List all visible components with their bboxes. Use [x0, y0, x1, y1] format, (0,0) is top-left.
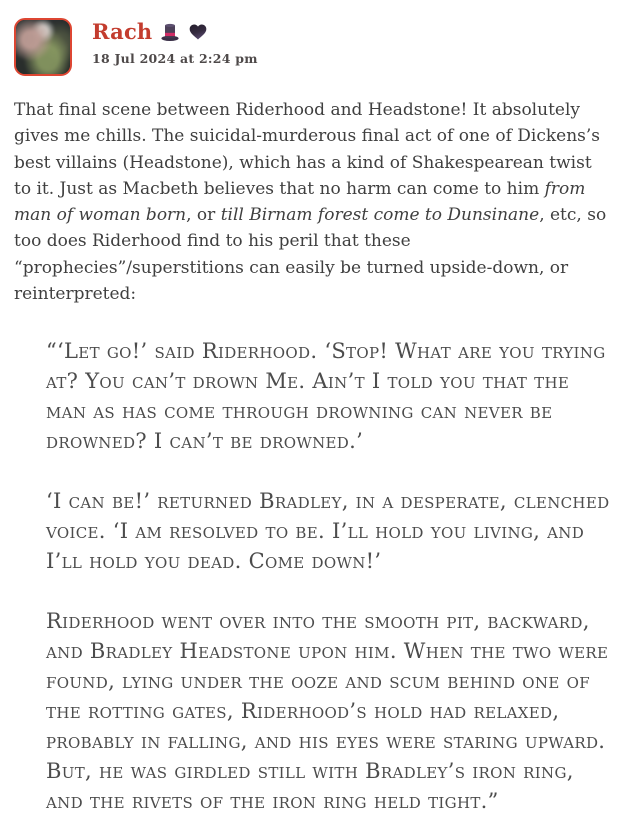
comment-body — [14, 97, 613, 816]
quote-block — [46, 336, 613, 816]
dark-heart-emoji-icon — [188, 22, 208, 42]
text-segment-italic: till Birnam forest come to Dunsinane — [220, 205, 540, 226]
quote-paragraph-3: Riderhood went over into the smooth pit, backward, and Bradley Headstone upon him. When the two were found, lying under the ooze and scum behind one of the rotting gates, Riderhood’s hold had relaxed, probably in falling, and his eyes were staring upward. But, he was girdled still with Bradley’s iron ring, and the rivets of the iron ring held tight.” — [46, 609, 609, 814]
comment-paragraph — [14, 97, 613, 307]
top-hat-emoji-icon — [160, 22, 180, 42]
avatar-image — [14, 18, 72, 76]
comment-meta — [92, 18, 258, 66]
comment-timestamp: 18 Jul 2024 at 2:24 pm — [92, 51, 258, 66]
name-row — [92, 19, 258, 44]
quote-paragraph-1: “‘Let go!’ said Riderhood. ‘Stop! What are you trying at? You can’t drown Me. Ain’t I told you that the man as has come through drowning can never be drowned? I can’t be drowned.’ — [46, 339, 606, 454]
text-segment: That final scene between Riderhood and Headstone! It absolutely gives me chills. The suicidal-murderous final act of one of Dickens’s best villains (Headstone), which has a kind of Shakespearean twist to it. Just as Macbeth believes that no harm can come to him — [14, 100, 601, 199]
quote-paragraph-2: ‘I can be!’ returned Bradley, in a desperate, clenched voice. ‘I am resolved to be. I’ll hold you living, and I’ll hold you dead. Come down!’ — [46, 489, 610, 574]
username-link[interactable]: Rach — [92, 19, 153, 44]
comment-header — [14, 18, 613, 76]
avatar — [14, 18, 72, 76]
text-segment: , or — [186, 205, 221, 226]
text-segment: , etc, so too does Riderhood find to his peril that these “prophecies”/superstitions can easily be turned upside-down, or reinterpreted: — [14, 205, 607, 305]
text-segment-italic: from man of woman born — [14, 178, 586, 226]
